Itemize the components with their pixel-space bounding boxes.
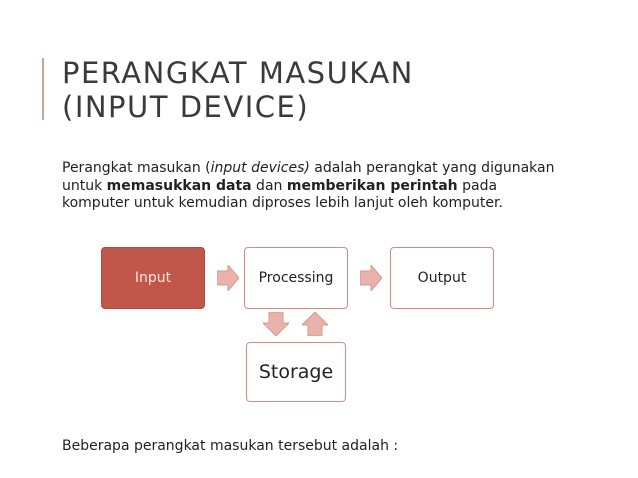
title-line-2: (INPUT DEVICE) [62, 90, 310, 124]
title-line-1: PERANGKAT MASUKAN [62, 56, 414, 90]
para-italic-term: input devices) [210, 160, 310, 176]
accent-bar [42, 58, 44, 120]
slide-title [62, 56, 414, 124]
processing-box: Processing [244, 247, 348, 309]
input-box: Input [101, 247, 205, 309]
arrow-right-icon [217, 265, 239, 291]
arrow-down-icon [263, 312, 289, 336]
storage-box: Storage [246, 342, 346, 402]
para-text-4: pada komputer untuk kemudian diproses lebih lanjut oleh komputer. [62, 177, 503, 211]
output-box: Output [390, 247, 494, 309]
arrow-right-icon [360, 265, 382, 291]
description-paragraph [62, 160, 562, 213]
arrow-up-icon [302, 312, 328, 336]
para-text-2: adalah perangkat yang digunakan untuk [62, 160, 555, 194]
para-bold-1: memasukkan data [106, 177, 252, 194]
para-bold-2: memberikan perintah [286, 177, 458, 194]
para-text-3: dan [251, 177, 287, 194]
para-text-1: Perangkat masukan ( [62, 160, 211, 176]
footer-text: Beberapa perangkat masukan tersebut adalah : [62, 438, 399, 454]
